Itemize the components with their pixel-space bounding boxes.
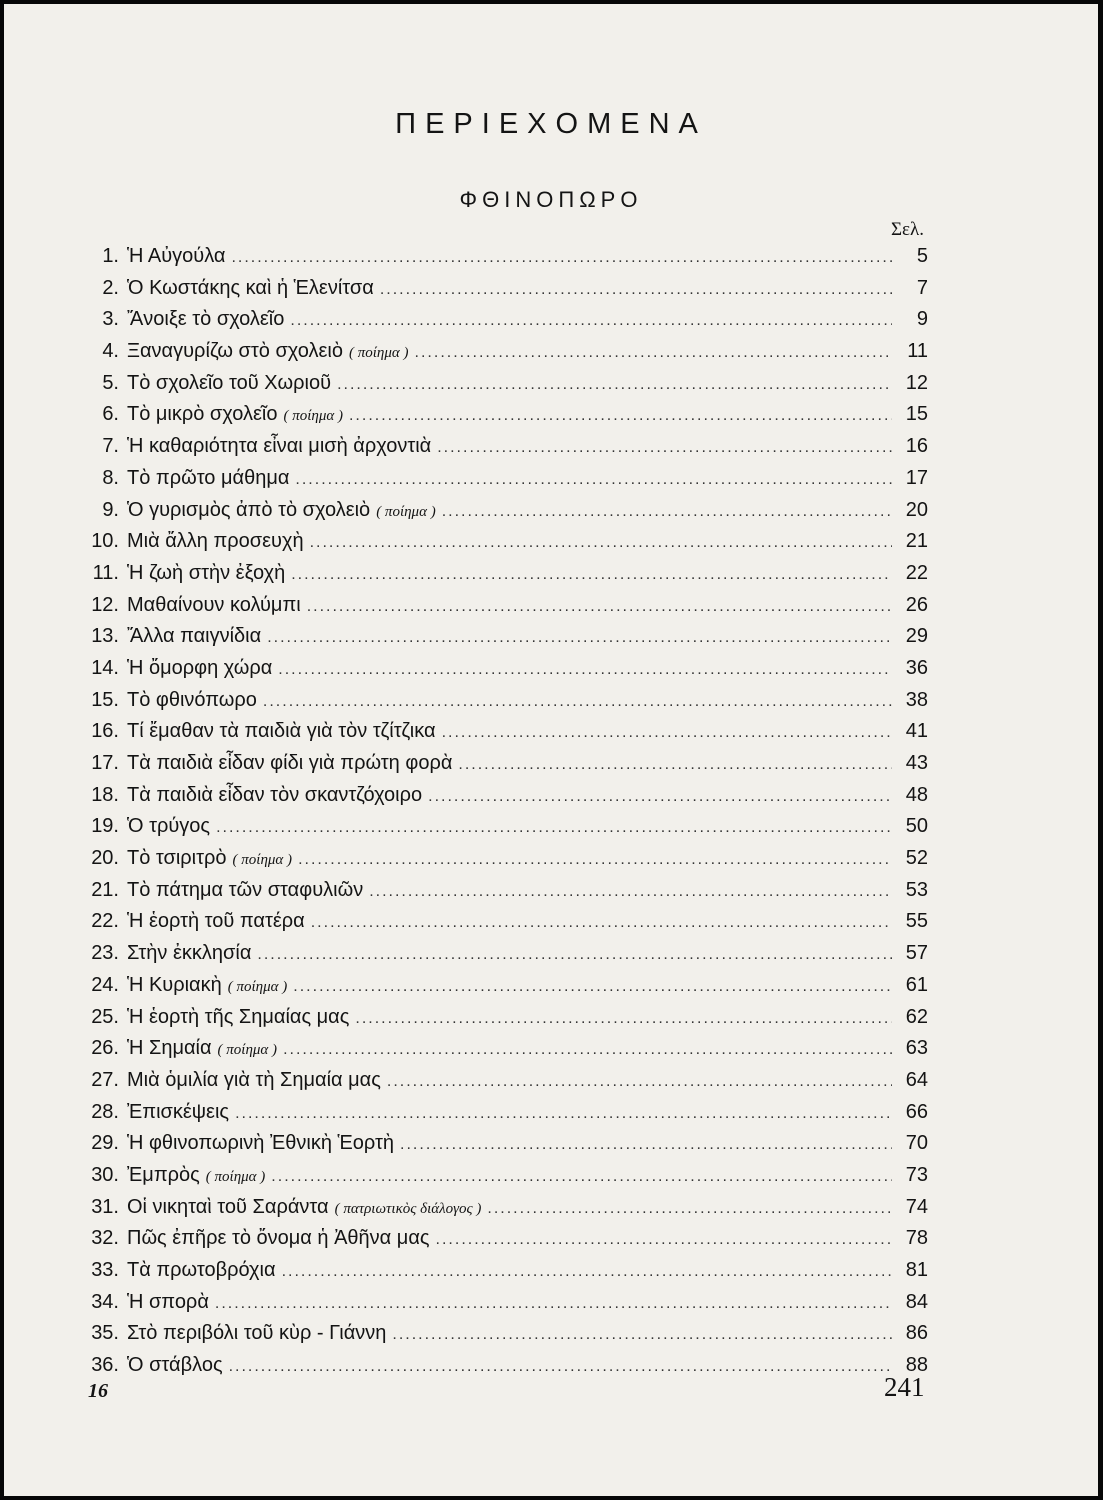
toc-entry [76, 752, 928, 784]
entry-page: 53 [905, 878, 928, 901]
dot-leader [436, 1231, 892, 1249]
page-title: ΠΕΡΙΕΧΟΜΕΝΑ [395, 108, 707, 140]
book-page [4, 4, 1098, 1496]
dot-leader [380, 281, 892, 299]
entry-title: Ἡ Κυριακὴ [127, 973, 222, 996]
entry-title: Ἡ φθινοπωρινὴ Ἐθνικὴ Ἑορτὴ [127, 1132, 395, 1155]
entry-title: Ὁ τρύγος [127, 815, 211, 838]
entry-page: 17 [905, 466, 928, 489]
entry-title: Ἡ ζωὴ στὴν ἐξοχὴ [127, 561, 286, 584]
entry-note: ( ποίημα ) [232, 852, 293, 869]
entry-page: 15 [905, 403, 928, 426]
entry-page: 22 [905, 561, 928, 584]
dot-leader [257, 946, 892, 964]
dot-leader [235, 1105, 892, 1123]
entry-number: 10. [91, 530, 119, 553]
toc-entry [76, 1037, 928, 1069]
entry-page: 64 [905, 1068, 928, 1091]
toc-entry [76, 340, 928, 372]
toc-entry [76, 245, 928, 277]
entry-page: 20 [905, 498, 928, 521]
entry-title: Στὴν ἐκκλησία [127, 942, 252, 965]
entry-page: 57 [905, 942, 928, 965]
entry-title: Μιὰ ἄλλη προσευχὴ [127, 530, 304, 553]
dot-leader [428, 788, 892, 806]
entry-title: Ἡ Σημαία [127, 1037, 212, 1060]
entry-title: Ἡ ἑορτὴ τοῦ πατέρα [127, 910, 305, 933]
toc-entry [76, 435, 928, 467]
dot-leader [355, 1010, 892, 1028]
toc-entry [76, 1101, 928, 1133]
entry-note: ( ποίημα ) [349, 345, 409, 362]
entry-title: Τὸ σχολεῖο τοῦ Χωριοῦ [127, 371, 332, 394]
dot-leader [369, 883, 892, 901]
entry-page: 48 [905, 783, 928, 806]
dot-leader [310, 534, 892, 552]
entry-title: Τὰ παιδιὰ εἶδαν τὸν σκαντζόχοιρο [127, 783, 423, 806]
entry-title: Ἐπισκέψεις [127, 1100, 230, 1123]
entry-number: 34. [91, 1290, 119, 1313]
entry-number: 15. [91, 688, 119, 711]
dot-leader [278, 661, 892, 679]
entry-title: Τὸ μικρὸ σχολεῖο [127, 403, 278, 426]
entry-number: 8. [102, 466, 119, 489]
toc-entry [76, 1006, 928, 1038]
entry-page: 38 [905, 688, 928, 711]
entry-page: 52 [905, 847, 928, 870]
entry-number: 23. [91, 942, 119, 965]
dot-leader [415, 344, 892, 362]
entry-number: 17. [91, 752, 119, 774]
entry-note: ( ποίημα ) [217, 1042, 278, 1059]
entry-title: Μαθαίνουν κολύμπι [127, 593, 301, 616]
dot-leader [231, 249, 892, 267]
entry-number: 20. [91, 847, 119, 870]
entry-number: 21. [91, 878, 119, 901]
entry-page: 26 [905, 593, 928, 616]
entry-page: 63 [905, 1037, 928, 1060]
dot-leader [216, 819, 892, 837]
toc-entry [76, 372, 928, 404]
entry-page: 12 [905, 371, 928, 394]
toc-entry [76, 689, 928, 721]
dot-leader [392, 1326, 892, 1344]
entry-number: 26. [91, 1037, 119, 1060]
dot-leader [307, 598, 892, 616]
entry-title: Τὰ πρωτοβρόχια [127, 1259, 276, 1281]
toc-entry [76, 562, 928, 594]
entry-title: Ἡ καθαριότητα εἶναι μισὴ ἀρχοντιὰ [127, 435, 432, 458]
entry-title: Ἡ Αὐγούλα [127, 245, 226, 267]
entry-number: 6. [102, 403, 119, 426]
entry-page: 5 [916, 245, 928, 267]
dot-leader [337, 376, 892, 394]
entry-number: 5. [102, 371, 119, 394]
toc-entry [76, 657, 928, 689]
dot-leader [267, 629, 892, 647]
entry-title: Ἄνοιξε τὸ σχολεῖο [127, 308, 285, 331]
entry-number: 32. [91, 1227, 119, 1250]
dot-leader [282, 1263, 892, 1281]
entry-number: 33. [91, 1259, 119, 1281]
entry-number: 11. [92, 561, 119, 584]
dot-leader [487, 1200, 892, 1218]
entry-page: 21 [905, 530, 928, 553]
entry-title: Ἡ σπορὰ [127, 1290, 209, 1313]
entry-note: ( ποίημα ) [227, 978, 288, 995]
toc-entry [76, 910, 928, 942]
dot-leader [290, 312, 892, 330]
entry-number: 3. [102, 308, 119, 331]
entry-number: 19. [91, 815, 119, 838]
entry-number: 14. [91, 656, 119, 679]
page-number: 241 [884, 1372, 925, 1402]
dot-leader [215, 1295, 892, 1313]
toc-entry [76, 403, 928, 435]
entry-number: 4. [102, 340, 119, 363]
entry-note: ( πατριωτικὸς διάλογος ) [334, 1200, 482, 1217]
dot-leader [442, 503, 892, 521]
entry-number: 16. [91, 720, 119, 743]
dot-leader [271, 1168, 892, 1186]
entry-page: 74 [905, 1195, 928, 1218]
entry-number: 24. [91, 973, 119, 996]
entry-title: Ἡ ὄμορφη χώρα [127, 656, 273, 679]
entry-page: 9 [916, 308, 928, 331]
signature-folio: 16 [88, 1380, 108, 1402]
dot-leader [229, 1358, 892, 1376]
entry-note: ( ποίημα ) [376, 503, 436, 520]
table-of-contents [76, 245, 928, 1386]
entry-title: Τὸ τσιριτρὸ [127, 847, 227, 870]
entry-page: 50 [905, 815, 928, 838]
toc-entry [76, 784, 928, 816]
entry-title: Ὁ στάβλος [127, 1354, 223, 1377]
entry-number: 30. [91, 1163, 119, 1186]
entry-number: 9. [102, 498, 119, 521]
toc-entry [76, 467, 928, 499]
dot-leader [458, 756, 892, 774]
entry-number: 1. [102, 245, 119, 267]
toc-entry [76, 530, 928, 562]
dot-leader [298, 851, 892, 869]
entry-number: 25. [91, 1005, 119, 1028]
entry-title: Τὸ πρῶτο μάθημα [127, 466, 290, 489]
entry-page: 29 [905, 625, 928, 648]
dot-leader [283, 1041, 892, 1059]
entry-title: Ἐμπρὸς [127, 1163, 200, 1186]
section-heading: ΦΘΙΝΟΠΩΡΟ [459, 187, 643, 212]
toc-entry [76, 815, 928, 847]
entry-page: 55 [905, 910, 928, 933]
entry-number: 36. [91, 1354, 119, 1377]
entry-title: Τὸ φθινόπωρο [127, 688, 257, 711]
entry-page: 70 [905, 1132, 928, 1155]
entry-page: 88 [905, 1354, 928, 1377]
entry-title: Τί ἔμαθαν τὰ παιδιὰ γιὰ τὸν τζίτζικα [127, 720, 436, 743]
dot-leader [349, 407, 892, 425]
entry-page: 16 [905, 435, 928, 458]
entry-note: ( ποίημα ) [205, 1168, 266, 1185]
toc-entry [76, 974, 928, 1006]
entry-page: 36 [905, 656, 928, 679]
toc-entry [76, 625, 928, 657]
entry-title: Μιὰ ὁμιλία γιὰ τὴ Σημαία μας [127, 1068, 381, 1091]
toc-entry [76, 1069, 928, 1101]
entry-number: 18. [91, 783, 119, 806]
entry-title: Πῶς ἐπῆρε τὸ ὄνομα ἡ Ἀθῆνα μας [127, 1227, 430, 1250]
entry-title: Ὁ Κωστάκης καὶ ἡ Ἑλενίτσα [127, 276, 374, 299]
toc-entry [76, 1259, 928, 1291]
entry-page: 86 [905, 1322, 928, 1345]
toc-entry [76, 879, 928, 911]
dot-leader [387, 1073, 892, 1091]
toc-entry [76, 308, 928, 340]
entry-title: Ξαναγυρίζω στὸ σχολειὸ [127, 340, 343, 363]
entry-title: Στὸ περιβόλι τοῦ κὺρ - Γιάννη [127, 1322, 387, 1345]
toc-entry [76, 720, 928, 752]
entry-title: Τὸ πάτημα τῶν σταφυλιῶν [127, 878, 364, 901]
toc-entry [76, 277, 928, 309]
page-column-label: Σελ. [891, 219, 924, 240]
toc-entry [76, 1227, 928, 1259]
toc-entry [76, 1196, 928, 1228]
toc-entry [76, 847, 928, 879]
dot-leader [400, 1136, 892, 1154]
entry-title: Ἡ ἑορτὴ τῆς Σημαίας μας [127, 1005, 350, 1028]
entry-page: 66 [905, 1100, 928, 1123]
entry-number: 31. [91, 1195, 119, 1218]
entry-number: 35. [91, 1322, 119, 1345]
entry-title: Οἱ νικηταὶ τοῦ Σαράντα [127, 1195, 329, 1218]
entry-page: 81 [905, 1259, 928, 1281]
toc-entry [76, 1291, 928, 1323]
entry-page: 11 [907, 340, 928, 363]
dot-leader [295, 471, 892, 489]
entry-note: ( ποίημα ) [283, 408, 343, 425]
toc-entry [76, 1354, 928, 1386]
entry-title: Ὁ γυρισμὸς ἀπὸ τὸ σχολειὸ [127, 498, 371, 521]
entry-page: 61 [905, 973, 928, 996]
toc-entry [76, 499, 928, 531]
entry-page: 7 [916, 276, 928, 299]
toc-entry [76, 942, 928, 974]
entry-page: 73 [905, 1163, 928, 1186]
dot-leader [442, 724, 892, 742]
entry-page: 41 [905, 720, 928, 743]
entry-number: 29. [91, 1132, 119, 1155]
dot-leader [291, 566, 892, 584]
entry-number: 13. [91, 625, 119, 648]
dot-leader [263, 693, 892, 711]
entry-number: 2. [102, 276, 119, 299]
entry-page: 84 [905, 1290, 928, 1313]
toc-entry [76, 594, 928, 626]
entry-number: 22. [91, 910, 119, 933]
dot-leader [437, 439, 892, 457]
entry-number: 28. [91, 1100, 119, 1123]
dot-leader [293, 978, 892, 996]
entry-page: 78 [905, 1227, 928, 1250]
toc-entry [76, 1322, 928, 1354]
entry-title: Ἄλλα παιγνίδια [127, 625, 262, 648]
entry-number: 7. [102, 435, 119, 458]
entry-title: Τὰ παιδιὰ εἶδαν φίδι γιὰ πρώτη φορὰ [127, 752, 453, 774]
toc-entry [76, 1132, 928, 1164]
dot-leader [311, 914, 892, 932]
entry-number: 27. [91, 1068, 119, 1091]
entry-page: 43 [905, 752, 928, 774]
toc-entry [76, 1164, 928, 1196]
entry-page: 62 [905, 1005, 928, 1028]
entry-number: 12. [91, 593, 119, 616]
